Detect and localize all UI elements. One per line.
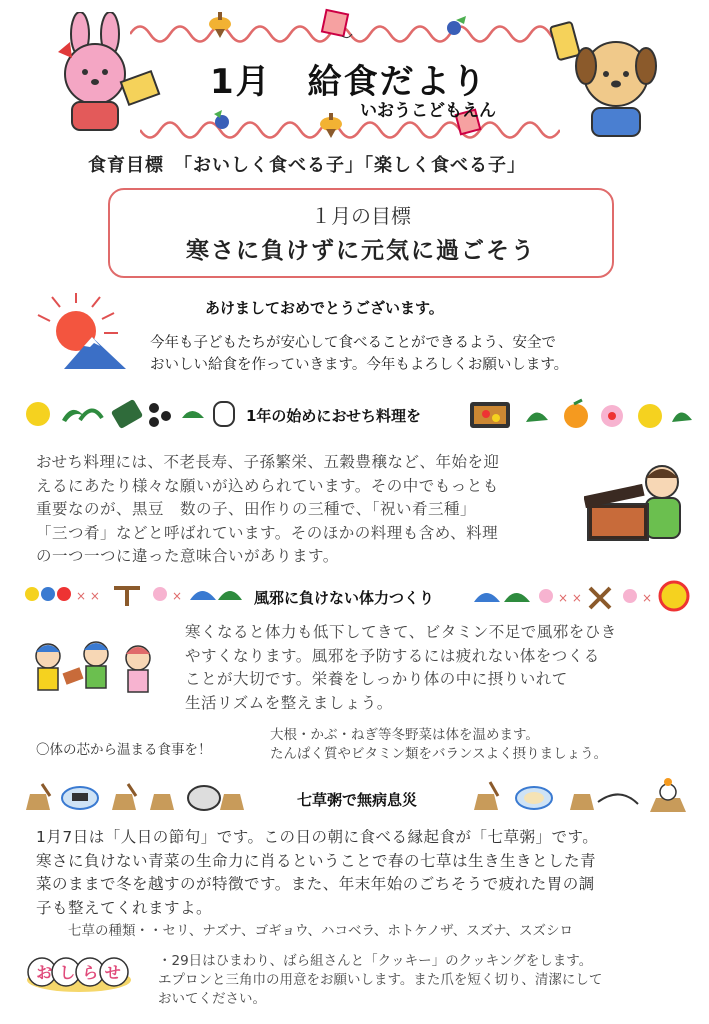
cold-line-3: ことが大切です。栄養をしっかり体の中に摂りいれて — [185, 670, 568, 688]
nanakusa-paragraph — [36, 826, 696, 920]
greeting-line-1: 今年も子どもたちが安心して食べることができるよう、安全で — [150, 335, 556, 351]
nanakusa-line-1: 1月7日は「人日の節句」です。この日の朝に食べる縁起食が「七草粥」です。 — [36, 828, 599, 846]
warm-meal-label: 〇体の芯から温まる食事を！ — [36, 742, 212, 758]
notice-line-2: エプロンと三角巾の用意をお願いします。また爪を短く切り、清潔にして — [158, 972, 603, 988]
osechi-title: 1年の始めにおせち料理を — [246, 407, 421, 425]
nanakusa-title: 七草粥で無病息災 — [297, 791, 418, 809]
svg-text:×: × — [172, 589, 183, 603]
svg-text:×: × — [642, 591, 653, 605]
berry-icon-2 — [210, 108, 236, 134]
warm-meal-note — [270, 726, 690, 764]
notice-line-1: ・29日はひまわり、ばら組さんと「クッキー」のクッキングをします。 — [158, 953, 593, 969]
osechi-line-2: えるにあたり様々な願いが込められています。その中でもっとも — [36, 476, 499, 495]
sunrise-fuji-icon — [34, 293, 130, 373]
rabbit-character-icon — [44, 12, 164, 137]
notice-text — [158, 952, 678, 1009]
header-wave-bottom — [140, 118, 560, 148]
osechi-line-5: の一つ一つに違った意味合いがあります。 — [36, 547, 339, 565]
berry-icon — [444, 14, 470, 40]
cold-title: 風邪に負けない体力つくり — [254, 589, 435, 607]
nanakusa-kinds: 七草の種類・・セリ、ナズナ、ゴギョウ、ハコベラ、ホトケノザ、スズナ、スズシロ — [68, 923, 574, 939]
greeting-line-2: おいしい給食を作っていきます。今年もよろしくお願いします。 — [150, 357, 569, 373]
nanakusa-line-3: 菜のままで冬を越すのが特徴です。また、年末年始のごちそうで疲れた胃の調 — [36, 875, 595, 893]
children-playing-icon — [26, 630, 160, 700]
page-subtitle: いおうこどもえん — [360, 101, 496, 121]
spinning-top-icon-2 — [318, 112, 344, 140]
osechi-line-3: 重要なのが、黒豆 数の子、田作りの三種で、「祝い肴三種」 — [36, 500, 476, 518]
warm-line-2: たんぱく質やビタミン類をバランスよく摂りましょう。 — [270, 746, 608, 762]
page-title: 1月 給食だより — [210, 62, 488, 102]
warm-line-1: 大根・かぶ・ねぎ等冬野菜は体を温めます。 — [270, 727, 539, 743]
osechi-paragraph — [36, 451, 581, 569]
notice-badge-label: おしらせ — [36, 963, 128, 982]
osechi-decoration-left — [22, 396, 242, 432]
monthly-goal-box — [108, 188, 614, 278]
cold-decoration-right — [470, 578, 692, 614]
osechi-line-4: 「三つ肴」などと呼ばれています。そのほかの料理も含め、料理 — [36, 523, 499, 542]
notice-line-3: おいてください。 — [158, 991, 266, 1007]
nanakusa-decoration-left — [20, 780, 246, 814]
osechi-line-1: おせち料理には、不老長寿、子孫繁栄、五穀豊穣など、年始を迎 — [36, 453, 500, 471]
kite-icon — [318, 6, 354, 42]
nanakusa-line-4: 子も整えてくれますよ。 — [36, 898, 213, 917]
nanakusa-decoration-right — [470, 776, 692, 816]
greeting-text — [150, 332, 620, 376]
cold-line-2: やすくなります。風邪を予防するには疲れない体をつくる — [185, 646, 600, 665]
education-goal: 食育目標 「おいしく食べる子」「楽しく食べる子」 — [88, 155, 526, 176]
cold-decoration-left — [22, 580, 244, 610]
nanakusa-line-2: 寒さに負けない青菜の生命力に肖るということで春の七草は生き生きとした青 — [36, 851, 597, 870]
child-with-osechi-box-icon — [584, 460, 694, 550]
monthly-goal-heading: １月の目標 — [311, 204, 411, 228]
cold-paragraph — [185, 621, 685, 715]
svg-text:× ×: × × — [558, 591, 582, 605]
dog-character-icon — [546, 16, 676, 141]
notice-badge — [24, 950, 134, 994]
osechi-decoration-right — [466, 394, 696, 434]
greeting-title: あけましておめでとうございます。 — [205, 299, 444, 317]
svg-text:× ×: × × — [76, 589, 100, 603]
monthly-goal-text: 寒さに負けずに元気に過ごそう — [186, 238, 536, 264]
cold-line-4: 生活リズムを整えましょう。 — [185, 693, 393, 712]
spinning-top-icon — [207, 10, 233, 40]
cold-line-1: 寒くなると体力も低下してきて、ビタミン不足で風邪をひき — [185, 623, 617, 641]
